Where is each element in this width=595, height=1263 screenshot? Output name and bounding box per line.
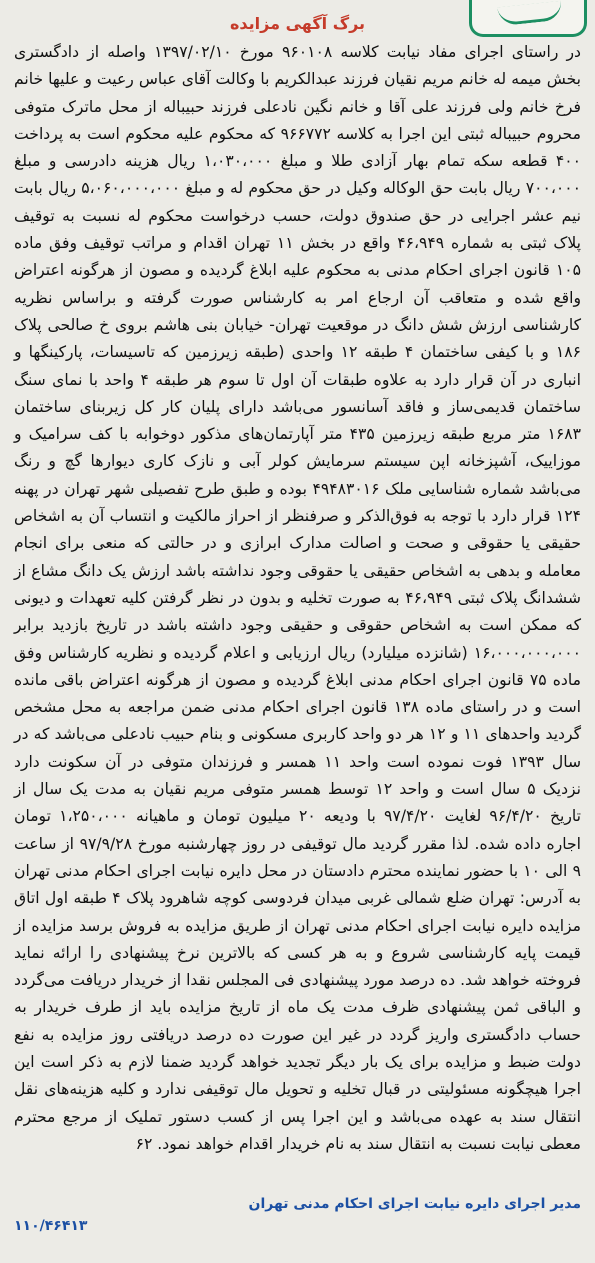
newspaper-logo-icon — [469, 0, 587, 37]
notice-title: برگ آگهی مزایده — [229, 14, 366, 33]
signature-line: مدیر اجرای دایره نیابت اجرای احکام مدنی تهران — [248, 1196, 581, 1212]
notice-code: ۱۱۰/۴۶۴۱۳ — [14, 1218, 88, 1234]
notice-footer — [14, 1196, 581, 1234]
notice-body: در راستای اجرای مفاد نیابت کلاسه ۹۶۰۱۰۸ مورخ ۱۳۹۷/۰۲/۱۰ واصله از دادگستری بخش میمه له خانم مریم نقیان فرزند عبدالکریم با وکالت آقای عباس رعیت و علیها خانم فرخ خانم ولی فرزند علی آقا و خانم نگین نادعلی فرزند حبیباله از محل ماترک متوفی محروم حبیباله ثبتی این اجرا به کلاسه ۹۶۶۷۷۲ که محکوم علیه محکوم است به پرداخت ۴۰۰ قطعه سکه تمام بهار آزادی طلا و مبلغ ۱،۰۳۰،۰۰۰ ریال هزینه دادرسی و مبلغ ۷۰۰،۰۰۰ ریال بابت حق الوکاله وکیل در حق محکوم له و مبلغ ۵،۰۶۰،۰۰۰،۰۰۰ ریال بابت نیم عشر اجرایی در حق صندوق دولت، حسب درخواست محکوم له نسبت به توقیف پلاک ثبتی به شماره ۴۶،۹۴۹ واقع در بخش ۱۱ تهران اقدام و مراتب توقیف وفق ماده ۱۰۵ قانون اجرای احکام مدنی به محکوم علیه ابلاغ گردیده و مصون از هرگونه اعتراض واقع شده و متعاقب آن ارجاع امر به کارشناس صورت گرفته و براساس نظریه کارشناسی ارزش شش دانگ در موقعیت تهران- خیابان بنی هاشم بروی خ صالحی پلاک ۱۸۶ و با کیفی ساختمان ۴ طبقه ۱۲ واحدی (طبقه زیرزمین که تاسیسات، پارکینگها و انباری در آن قرار دارد به علاوه طبقات آن اول تا سوم هر طبقه ۴ واحد با نمای سنگ ساختمان قدیمی‌ساز و فاقد آسانسور می‌باشد دارای پلیان کار کل زیربنای ساختمان ۱۶۸۳ متر مربع طبقه زیرزمین ۴۳۵ متر آپارتمان‌های مذکور دوخوابه با کف سرامیک و موزاییک، آشپزخانه اپن سیستم سرمایش کولر آبی و نازک کاری دیوارها گچ و رنگ می‌باشد شماره شناسایی ملک ۴۹۴۸۳۰۱۶ بوده و طبق طرح تفصیلی شهر تهران در پهنه ۱۲۴ قرار دارد با توجه به فوق‌الذکر و صرفنظر از احراز مالکیت و انتساب آن به اشخاص حقیقی یا حقوقی و صحت و اصالت مدارک ابرازی و در حالتی که منعی برای انجام معامله و بدهی به اشخاص حقیقی یا حقوقی وجود نداشته باشد ارزش یک دانگ مشاع از ششدانگ پلاک ثبتی ۴۶،۹۴۹ به صورت تخلیه و بدون در نظر گرفتن کلیه تعهدات و دیونی که ممکن است به اشخاص حقوقی و حقیقی وجود داشته باشد در تاریخ بازدید برابر ۱۶،۰۰۰،۰۰۰،۰۰۰ (شانزده میلیارد) ریال ارزیابی و اعلام گردیده و نظریه کارشناس وفق ماده ۷۵ قانون اجرای احکام مدنی ابلاغ گردیده و مصون از هرگونه اعتراض باقی مانده است و در راستای ماده ۱۳۸ قانون اجرای احکام مدنی ضمن مراجعه به محل مشخص گردید واحدهای ۱۱ و ۱۲ هر دو واحد کاربری مسکونی و بنام حبیب نادعلی می‌باشد که در سال ۱۳۹۳ فوت نموده است واحد ۱۱ همسر و فرزندان متوفی در آن سکونت دارد نزدیک ۵ سال است و واحد ۱۲ توسط همسر متوفی مریم نقیان به مدت یک سال از تاریخ ۹۶/۴/۲۰ لغایت ۹۷/۴/۲۰ با ودیعه ۲۰ میلیون تومان و ماهیانه ۱،۲۵۰،۰۰۰ تومان اجاره داده شده. لذا مقرر گردید مال توقیفی در روز چهارشنبه مورخ ۹۷/۹/۲۸ از ساعت ۹ الی ۱۰ با حضور نماینده محترم دادستان در محل دایره نیابت اجرای احکام مدنی تهران به آدرس: تهران ضلع شمالی غربی میدان فردوسی کوچه شاهرود پلاک ۴ طبقه اول اتاق مزایده دایره نیابت اجرای احکام مدنی تهران از طریق مزایده به فروش برسد مزایده از قیمت پایه کارشناسی شروع و به هر کسی که بالاترین نرخ پیشنهادی را ارائه نماید فروخته خواهد شد. ده درصد مورد پیشنهادی فی المجلس نقدا از خریدار دریافت می‌گردد و الباقی ثمن پیشنهادی ظرف مدت یک ماه از تاریخ مزایده باید از طرف خریدار به حساب دادگستری واریز گردد در غیر این صورت ده درصد دریافتی روز مزایده به نفع دولت ضبط و مزایده برای یک بار دیگر تجدید خواهد گردید ضمنا لازم به ذکر است این اجرا هیچگونه مسئولیتی در قبال تخلیه و تحویل مال توقیفی ندارد و کلیه هزینه‌های نقل انتقال سند به عهده می‌باشد و این اجرا پس از کسب دستور تملیک از مرجع محترم معطی نیابت نسبت به انتقال سند به نام خریدار اقدام خواهد نمود. ۶۲ — [14, 43, 582, 1153]
